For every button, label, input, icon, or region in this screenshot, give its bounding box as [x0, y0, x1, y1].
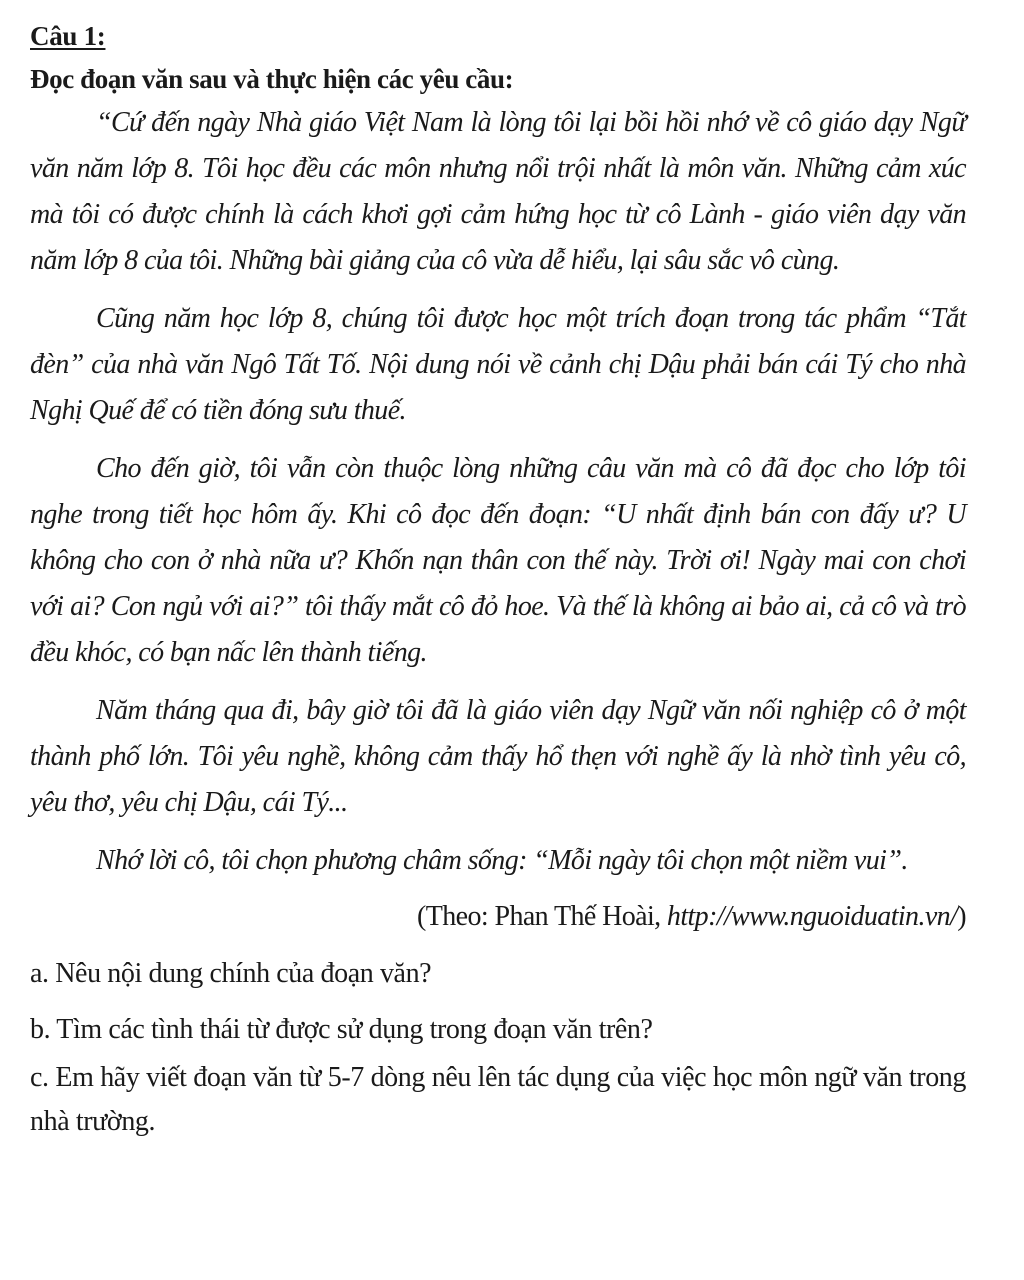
passage-paragraph: Cũng năm học lớp 8, chúng tôi được học một trích đoạn trong tác phẩm “Tắt đèn” của nhà văn Ngô Tất Tố. Nội dung nói về cảnh chị Dậu phải bán cái Tý cho nhà Nghị Quế để có tiền đóng sưu thuế. — [30, 303, 966, 426]
passage-paragraph: “Cứ đến ngày Nhà giáo Việt Nam là lòng tôi lại bồi hồi nhớ về cô giáo dạy Ngữ văn năm lớp 8. Tôi học đều các môn nhưng nổi trội nhất là môn văn. Những cảm xúc mà tôi có được chính là cách khơi gợi cảm hứng học từ cô Lành - giáo viên dạy văn năm lớp 8 của tôi. Những bài giảng của cô vừa dễ hiểu, lại sâu sắc vô cùng. — [30, 107, 966, 276]
reading-passage — [30, 100, 966, 884]
source-suffix: ) — [957, 901, 966, 932]
instruction-text: Đọc đoạn văn sau và thực hiện các yêu cầu: — [30, 64, 514, 94]
passage-paragraph: Cho đến giờ, tôi vẫn còn thuộc lòng những câu văn mà cô đã đọc cho lớp tôi nghe trong tiết học hôm ấy. Khi cô đọc đến đoạn: “U nhất định bán con đấy ư? U không cho con ở nhà nữa ư? Khốn nạn thân con thế này. Trời ơi! Ngày mai con chơi với ai? Con ngủ với ai?” tôi thấy mắt cô đỏ hoe. Và thế là không ai bảo ai, cả cô và trò đều khóc, có bạn nấc lên thành tiếng. — [30, 453, 966, 668]
source-url: http://www.nguoiduatin.vn/ — [666, 901, 958, 932]
question-list — [30, 952, 966, 1144]
question-a: a. Nêu nội dung chính của đoạn văn? — [30, 958, 432, 989]
passage-paragraph: Năm tháng qua đi, bây giờ tôi đã là giáo viên dạy Ngữ văn nối nghiệp cô ở một thành phố lớn. Tôi yêu nghề, không cảm thấy hổ thẹn với nghề ấy là nhờ tình yêu cô, yêu thơ, yêu chị Dậu, cái Tý... — [30, 695, 966, 818]
source-prefix: (Theo: Phan Thế Hoài, — [417, 901, 667, 932]
question-heading: Câu 1: — [30, 21, 106, 51]
passage-paragraph: Nhớ lời cô, tôi chọn phương châm sống: “Mỗi ngày tôi chọn một niềm vui”. — [96, 845, 908, 876]
document-page — [30, 18, 966, 1144]
question-c: c. Em hãy viết đoạn văn từ 5-7 dòng nêu lên tác dụng của việc học môn ngữ văn trong nhà trường. — [30, 1062, 966, 1137]
question-b: b. Tìm các tình thái từ được sử dụng trong đoạn văn trên? — [30, 1014, 653, 1045]
source-citation — [30, 894, 966, 940]
